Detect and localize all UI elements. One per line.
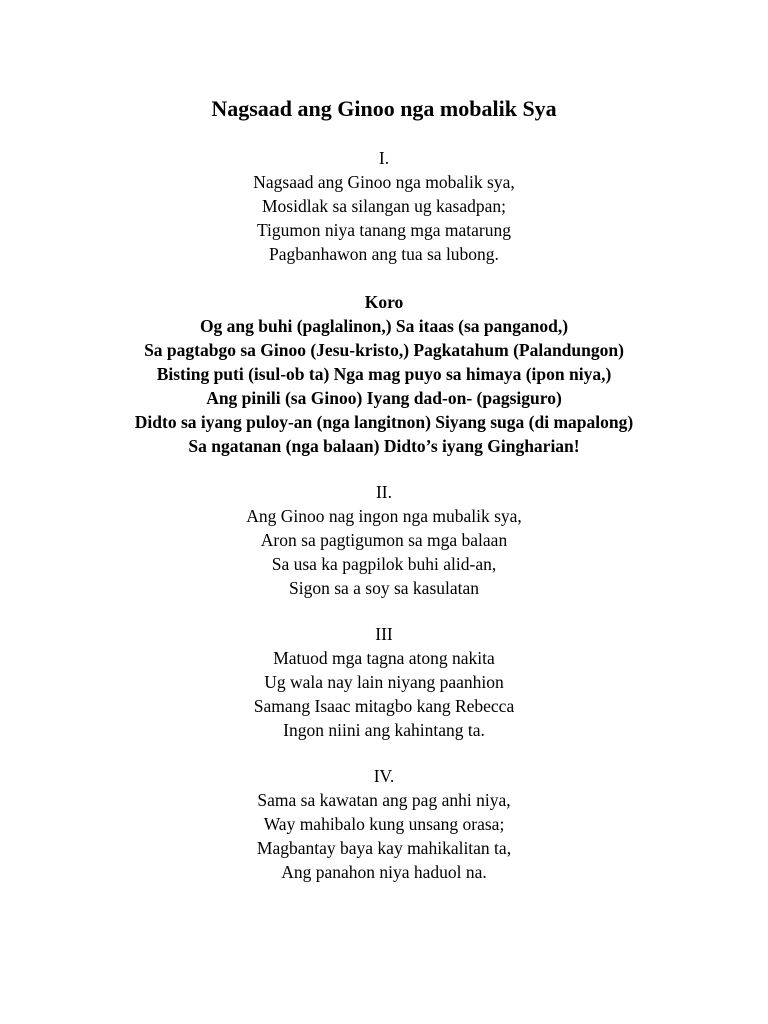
verse-line: Ug wala nay lain niyang paanhion <box>264 672 504 692</box>
verse-line: Sama sa kawatan ang pag anhi niya, <box>257 790 511 810</box>
verse-2 <box>0 480 768 600</box>
chorus-line: Ang pinili (sa Ginoo) Iyang dad-on- (pagsiguro) <box>206 388 562 408</box>
chorus-line: Bisting puti (isul-ob ta) Nga mag puyo sa himaya (ipon niya,) <box>156 364 612 384</box>
verse-label: IV. <box>373 766 395 786</box>
verse-line: Samang Isaac mitagbo kang Rebecca <box>253 696 515 716</box>
verse-line: Sigon sa a soy sa kasulatan <box>288 578 480 598</box>
verse-line: Ang Ginoo nag ingon nga mubalik sya, <box>246 506 522 526</box>
verse-line: Nagsaad ang Ginoo nga mobalik sya, <box>253 172 515 192</box>
chorus-line: Sa pagtabgo sa Ginoo (Jesu-kristo,) Pagkatahum (Palandungon) <box>144 340 624 360</box>
verse-line: Matuod mga tagna atong nakita <box>273 648 495 668</box>
verse-line: Pagbanhawon ang tua sa lubong. <box>269 244 499 264</box>
verse-label: III <box>375 624 393 644</box>
verse-line: Ang panahon niya haduol na. <box>281 862 487 882</box>
chorus-line: Sa ngatanan (nga balaan) Didto’s iyang Gingharian! <box>188 436 580 456</box>
verse-line: Way mahibalo kung unsang orasa; <box>263 814 505 834</box>
chorus-line: Didto sa iyang puloy-an (nga langitnon) Siyang suga (di mapalong) <box>134 412 634 432</box>
song-title: Nagsaad ang Ginoo nga mobalik Sya <box>211 96 557 121</box>
verse-line: Sa usa ka pagpilok buhi alid-an, <box>271 554 497 574</box>
verse-label: II. <box>375 482 393 502</box>
verse-line: Tigumon niya tanang mga matarung <box>256 220 512 240</box>
chorus <box>0 290 768 458</box>
verse-4 <box>0 764 768 884</box>
verse-line: Ingon niini ang kahintang ta. <box>283 720 485 740</box>
verse-3 <box>0 622 768 742</box>
chorus-label: Koro <box>364 292 404 312</box>
chorus-line: Og ang buhi (paglalinon,) Sa itaas (sa panganod,) <box>199 316 569 336</box>
verse-line: Aron sa pagtigumon sa mga balaan <box>260 530 508 550</box>
verse-line: Magbantay baya kay mahikalitan ta, <box>256 838 512 858</box>
verse-label: I. <box>378 148 390 168</box>
verse-1 <box>0 146 768 266</box>
verse-line: Mosidlak sa silangan ug kasadpan; <box>262 196 506 216</box>
